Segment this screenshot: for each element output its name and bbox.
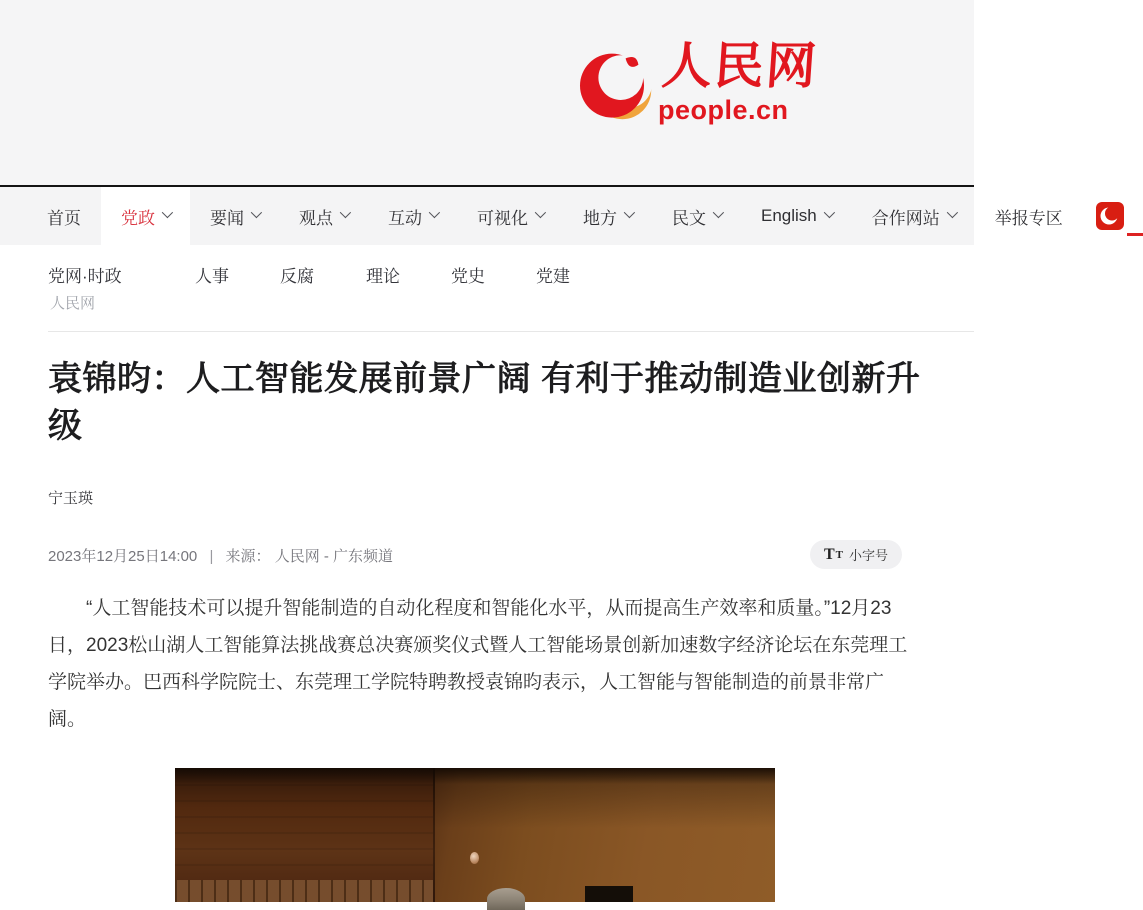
logo-domain: people.cn: [658, 95, 789, 125]
article-photo: [175, 768, 775, 902]
people-app-icon-glyph: [1095, 201, 1125, 231]
source-name: 人民网 - 广东频道: [274, 548, 394, 565]
nav-item-minority-languages[interactable]: [652, 187, 741, 245]
subnav-item-theory[interactable]: 理论: [366, 267, 400, 286]
people-cn-logo[interactable]: [576, 36, 818, 126]
subnav-clipped-row: [48, 262, 668, 286]
photo-wall-shadow: [433, 768, 775, 902]
photo-top-shadow: [175, 768, 775, 784]
chevron-down-icon: [340, 207, 351, 218]
nav-item-label: 合作网站: [871, 208, 940, 228]
nav-item-top-news[interactable]: [190, 187, 279, 245]
nav-item-label: 可视化: [477, 208, 528, 228]
article-author: 宁玉瑛: [48, 490, 94, 507]
article-paragraph: “人工智能技术可以提升智能制造的自动化程度和智能化水平，从而提高生产效率和质量。”12月23日，2023松山湖人工智能算法挑战赛总决赛颁奖仪式暨人工智能场景创新加速数字经济论坛在东莞理工学院举办。巴西科学院院士、东莞理工学院特聘教授袁锦昀表示，人工智能与智能制造的前景非常广阔。: [48, 598, 908, 730]
nav-item-label: 地方: [583, 208, 617, 228]
nav-item-label: English: [761, 206, 817, 225]
nav-item-label: 观点: [299, 208, 333, 228]
people-app-icon[interactable]: [1083, 187, 1125, 245]
nav-item-label: 民文: [672, 208, 706, 228]
subnav-item-party-building[interactable]: 党建: [536, 267, 570, 286]
photo-dark-object: [585, 886, 633, 902]
nav-item-partner-sites[interactable]: [852, 187, 975, 245]
chevron-down-icon: [251, 207, 262, 218]
article-body: [48, 590, 910, 738]
subnav-item-party-politics-news[interactable]: 党网·时政: [48, 267, 122, 286]
subnav-item-anti-corruption[interactable]: 反腐: [280, 267, 314, 286]
meta-separator: |: [209, 548, 214, 565]
nav-item-label: 首页: [47, 208, 81, 228]
page-title: 袁锦昀：人工智能发展前景广阔 有利于推动制造业创新升级: [48, 360, 921, 445]
chevron-down-icon: [624, 207, 635, 218]
nav-item-label: 互动: [388, 208, 422, 228]
photo-speaker-head: [487, 888, 525, 910]
chevron-down-icon: [947, 207, 958, 218]
photo-door-knob: [470, 852, 479, 864]
subnav-item-party-history[interactable]: 党史: [451, 267, 485, 286]
font-size-button[interactable]: [810, 540, 902, 569]
chevron-down-icon: [535, 207, 546, 218]
site-header: [0, 0, 974, 185]
nav-item-opinions[interactable]: [279, 187, 368, 245]
nav-item-party-politics[interactable]: [101, 187, 190, 245]
logo-text: [658, 36, 820, 125]
logo-chinese-name: 人民网: [660, 38, 820, 94]
article-date: 2023年12月25日14:00: [48, 548, 198, 565]
source-label: 来源：: [225, 548, 271, 565]
article-meta: [48, 545, 393, 566]
chevron-down-icon: [713, 207, 724, 218]
font-size-icon: T: [823, 545, 835, 563]
nav-item-interactive[interactable]: [368, 187, 457, 245]
nav-item-label: 党政: [121, 208, 155, 228]
nav-item-visualization[interactable]: [457, 187, 563, 245]
main-navbar: [0, 187, 1063, 245]
font-size-label: 小字号: [849, 548, 889, 563]
people-swirl-logo-icon: [576, 42, 656, 126]
breadcrumb[interactable]: 人民网: [50, 295, 96, 312]
chevron-down-icon: [429, 207, 440, 218]
chevron-down-icon: [824, 207, 835, 218]
nav-item-label: 举报专区: [994, 208, 1063, 228]
font-size-icon-small: T: [835, 548, 843, 561]
subnav-item-personnel[interactable]: 人事: [195, 267, 229, 286]
photo-railing: [175, 880, 433, 902]
nav-item-report-zone[interactable]: [975, 187, 1083, 245]
nav-item-english[interactable]: [741, 187, 852, 245]
content-divider: [48, 331, 974, 332]
chevron-down-icon: [162, 207, 173, 218]
nav-item-label: 要闻: [210, 208, 244, 228]
app-icon-underscore: [1127, 233, 1143, 236]
nav-item-regional[interactable]: [563, 187, 652, 245]
nav-item-home[interactable]: [27, 187, 101, 245]
